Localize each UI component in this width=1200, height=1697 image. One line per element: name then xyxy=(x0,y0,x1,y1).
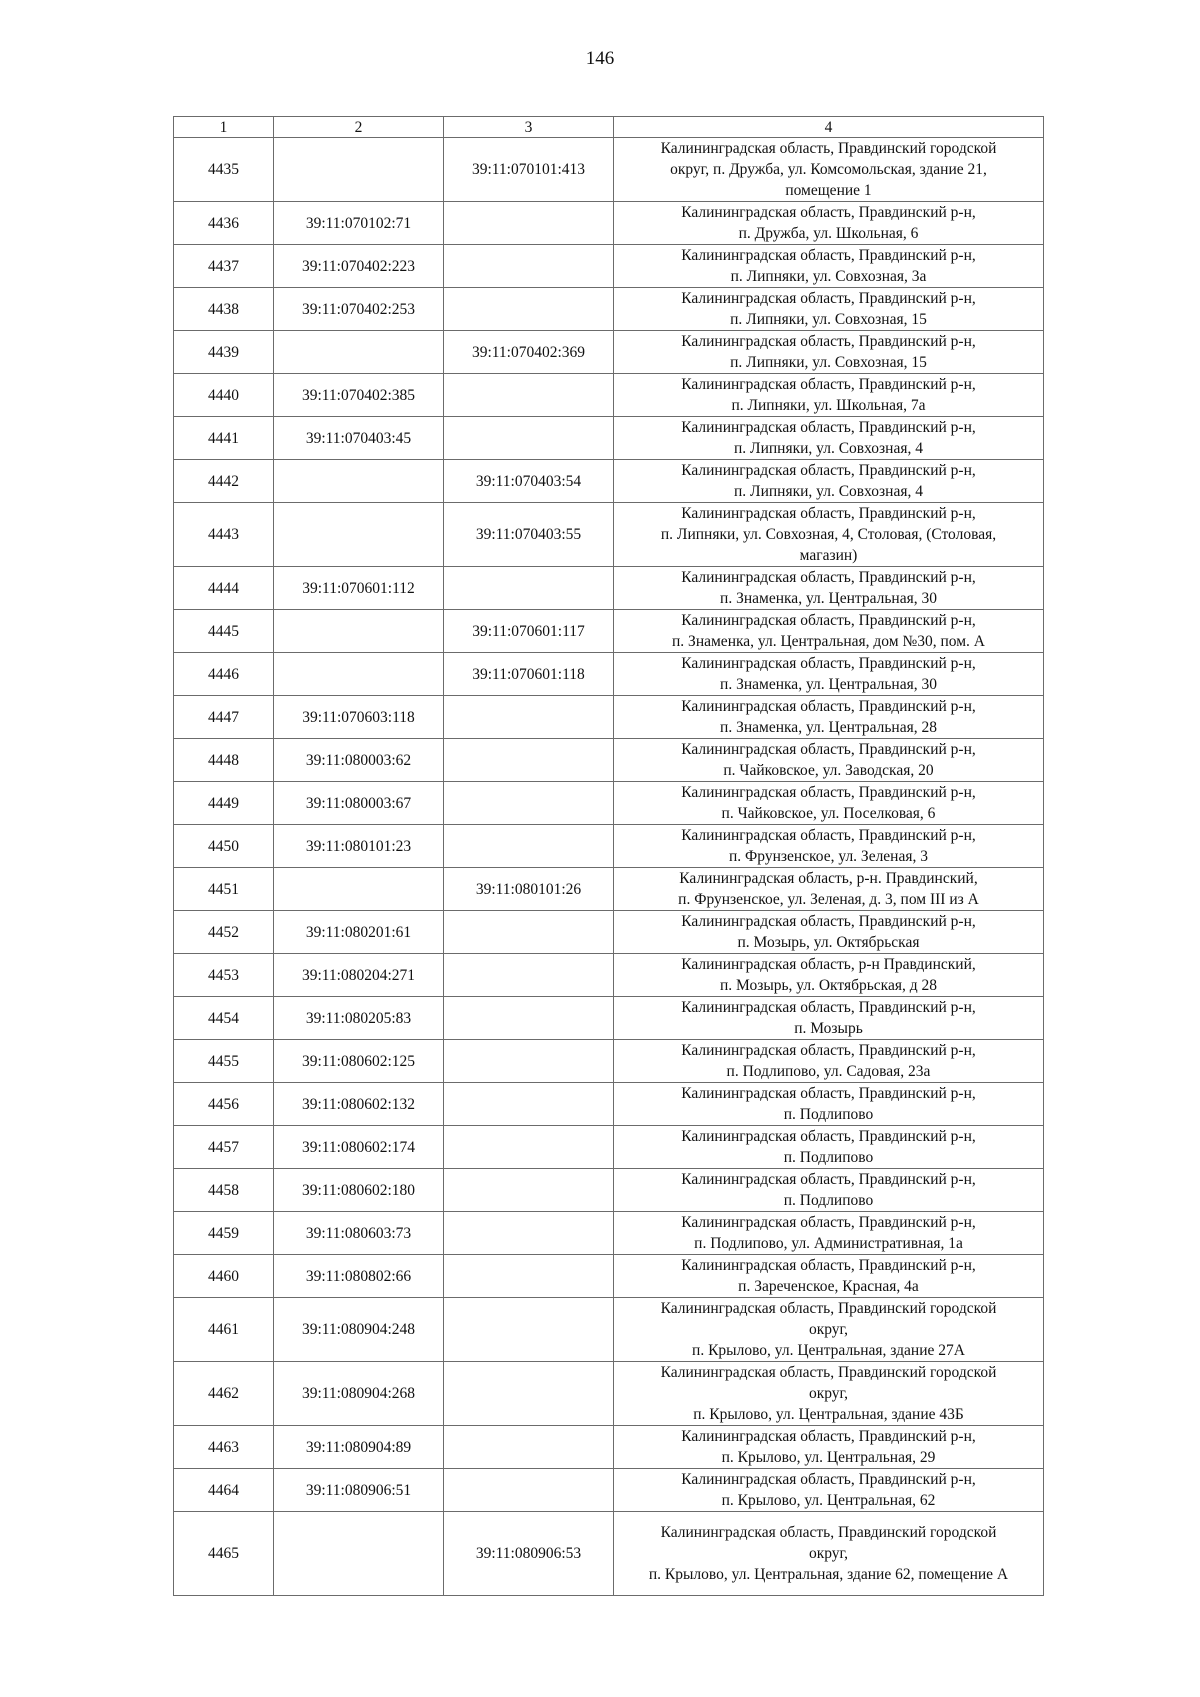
address-line: п. Крылово, ул. Центральная, здание 27А xyxy=(692,1342,965,1359)
table-row xyxy=(174,1083,1044,1126)
address-line: округ, xyxy=(808,1545,849,1562)
cadastral-number-col2: 39:11:080602:125 xyxy=(274,1040,444,1083)
cadastral-number-col3: 39:11:070403:54 xyxy=(444,460,614,503)
address-line: округ, xyxy=(808,1385,849,1402)
address-cell xyxy=(614,696,1044,739)
cadastral-number-col3 xyxy=(444,1298,614,1362)
table-row xyxy=(174,202,1044,245)
address-cell xyxy=(614,417,1044,460)
address-line: Калининградская область, Правдинский р-н, xyxy=(681,741,976,758)
row-number: 4465 xyxy=(174,1512,274,1596)
cadastral-number-col3 xyxy=(444,1426,614,1469)
address-line: п. Крылово, ул. Центральная, 62 xyxy=(721,1492,936,1509)
row-number: 4457 xyxy=(174,1126,274,1169)
address-cell xyxy=(614,1512,1044,1596)
address-line: Калининградская область, Правдинский р-н, xyxy=(681,698,976,715)
address-line: Калининградская область, Правдинский р-н, xyxy=(681,376,976,393)
table-row xyxy=(174,245,1044,288)
cadastral-number-col3 xyxy=(444,696,614,739)
cadastral-number-col2: 39:11:080101:23 xyxy=(274,825,444,868)
row-number: 4443 xyxy=(174,503,274,567)
address-cell xyxy=(614,868,1044,911)
row-number: 4450 xyxy=(174,825,274,868)
cadastral-number-col3 xyxy=(444,954,614,997)
table-row xyxy=(174,954,1044,997)
address-line: п. Крылово, ул. Центральная, здание 43Б xyxy=(693,1406,964,1423)
address-cell xyxy=(614,782,1044,825)
address-cell xyxy=(614,911,1044,954)
address-line: округ, xyxy=(808,1321,849,1338)
column-header-1: 1 xyxy=(174,117,274,138)
address-line: Калининградская область, Правдинский р-н, xyxy=(681,1128,976,1145)
address-line: п. Подлипово xyxy=(783,1106,874,1123)
address-line: п. Подлипово, ул. Садовая, 23а xyxy=(726,1063,931,1080)
table-row xyxy=(174,1126,1044,1169)
address-cell xyxy=(614,1126,1044,1169)
cadastral-number-col3 xyxy=(444,1040,614,1083)
address-line: Калининградская область, Правдинский р-н, xyxy=(681,913,976,930)
cadastral-number-col3 xyxy=(444,1126,614,1169)
cadastral-number-col2: 39:11:080904:248 xyxy=(274,1298,444,1362)
cadastral-number-col2: 39:11:080802:66 xyxy=(274,1255,444,1298)
cadastral-number-col2 xyxy=(274,653,444,696)
address-line: п. Липняки, ул. Совхозная, 4 xyxy=(734,483,923,500)
cadastral-number-col2 xyxy=(274,331,444,374)
table-body xyxy=(174,138,1044,1596)
cadastral-number-col3 xyxy=(444,245,614,288)
cadastral-number-col2: 39:11:080602:174 xyxy=(274,1126,444,1169)
address-line: магазин) xyxy=(799,547,858,564)
address-line: Калининградская область, Правдинский р-н, xyxy=(681,505,976,522)
address-line: Калининградская область, р-н Правдинский, xyxy=(681,956,976,973)
table-row xyxy=(174,997,1044,1040)
cadastral-number-col3 xyxy=(444,288,614,331)
address-cell xyxy=(614,567,1044,610)
cadastral-number-col2: 39:11:070402:385 xyxy=(274,374,444,417)
table-row xyxy=(174,825,1044,868)
address-cell xyxy=(614,1083,1044,1126)
cadastral-number-col2 xyxy=(274,610,444,653)
cadastral-number-col3: 39:11:080101:26 xyxy=(444,868,614,911)
address-cell xyxy=(614,954,1044,997)
address-line: Калининградская область, Правдинский р-н, xyxy=(681,290,976,307)
table-row xyxy=(174,696,1044,739)
cadastral-number-col2 xyxy=(274,503,444,567)
address-line: п. Крылово, ул. Центральная, здание 62, помещение А xyxy=(648,1566,1009,1583)
row-number: 4452 xyxy=(174,911,274,954)
address-line: п. Дружба, ул. Школьная, 6 xyxy=(738,225,919,242)
table-row xyxy=(174,739,1044,782)
row-number: 4456 xyxy=(174,1083,274,1126)
table-row xyxy=(174,138,1044,202)
cadastral-number-col2: 39:11:080003:62 xyxy=(274,739,444,782)
row-number: 4435 xyxy=(174,138,274,202)
address-cell xyxy=(614,1255,1044,1298)
address-line: Калининградская область, Правдинский р-н, xyxy=(681,1428,976,1445)
table-row xyxy=(174,1040,1044,1083)
cadastral-number-col3: 39:11:070402:369 xyxy=(444,331,614,374)
address-line: Калининградская область, р-н. Правдинский, xyxy=(679,870,978,887)
address-line: п. Мозырь xyxy=(794,1020,863,1037)
address-cell xyxy=(614,374,1044,417)
table-row xyxy=(174,567,1044,610)
row-number: 4440 xyxy=(174,374,274,417)
row-number: 4439 xyxy=(174,331,274,374)
address-line: п. Подлипово xyxy=(783,1149,874,1166)
address-cell xyxy=(614,503,1044,567)
address-line: п. Знаменка, ул. Центральная, 30 xyxy=(720,676,937,693)
address-line: Калининградская область, Правдинский р-н, xyxy=(681,1042,976,1059)
address-cell xyxy=(614,653,1044,696)
address-line: п. Фрунзенское, ул. Зеленая, д. 3, пом III из А xyxy=(678,891,979,908)
column-header-2: 2 xyxy=(274,117,444,138)
row-number: 4446 xyxy=(174,653,274,696)
address-cell xyxy=(614,1469,1044,1512)
address-line: округ, п. Дружба, ул. Комсомольская, здание 21, xyxy=(670,161,987,178)
cadastral-number-col2: 39:11:080205:83 xyxy=(274,997,444,1040)
page-number: 146 xyxy=(585,48,615,69)
address-cell xyxy=(614,202,1044,245)
cadastral-number-col2: 39:11:070601:112 xyxy=(274,567,444,610)
cadastral-number-col2: 39:11:080602:132 xyxy=(274,1083,444,1126)
address-line: п. Липняки, ул. Совхозная, 15 xyxy=(730,311,927,328)
address-line: п. Мозырь, ул. Октябрьская xyxy=(737,934,920,951)
table-row xyxy=(174,868,1044,911)
address-line: п. Крылово, ул. Центральная, 29 xyxy=(721,1449,936,1466)
address-line: Калининградская область, Правдинский городской xyxy=(660,1364,997,1381)
address-line: Калининградская область, Правдинский р-н, xyxy=(681,1257,976,1274)
table-row xyxy=(174,417,1044,460)
cadastral-number-col3: 39:11:070403:55 xyxy=(444,503,614,567)
address-line: п. Чайковское, ул. Заводская, 20 xyxy=(723,762,934,779)
address-line: п. Липняки, ул. Совхозная, 15 xyxy=(730,354,927,371)
address-line: п. Липняки, ул. Совхозная, 4 xyxy=(734,440,923,457)
row-number: 4445 xyxy=(174,610,274,653)
cadastral-number-col3 xyxy=(444,1469,614,1512)
cadastral-number-col3: 39:11:070601:117 xyxy=(444,610,614,653)
table-row xyxy=(174,1362,1044,1426)
address-line: Калининградская область, Правдинский р-н, xyxy=(681,1085,976,1102)
cadastral-number-col3 xyxy=(444,739,614,782)
table-row xyxy=(174,503,1044,567)
cadastral-number-col2 xyxy=(274,460,444,503)
address-cell xyxy=(614,1362,1044,1426)
row-number: 4464 xyxy=(174,1469,274,1512)
row-number: 4455 xyxy=(174,1040,274,1083)
registry-table xyxy=(173,116,1044,1596)
row-number: 4448 xyxy=(174,739,274,782)
cadastral-number-col3 xyxy=(444,374,614,417)
address-line: Калининградская область, Правдинский р-н, xyxy=(681,655,976,672)
table-row xyxy=(174,782,1044,825)
cadastral-number-col3 xyxy=(444,782,614,825)
address-line: Калининградская область, Правдинский р-н, xyxy=(681,1171,976,1188)
address-line: п. Подлипово xyxy=(783,1192,874,1209)
cadastral-number-col2: 39:11:080602:180 xyxy=(274,1169,444,1212)
cadastral-number-col3 xyxy=(444,997,614,1040)
cadastral-number-col2: 39:11:080904:89 xyxy=(274,1426,444,1469)
row-number: 4449 xyxy=(174,782,274,825)
address-line: п. Липняки, ул. Совхозная, 3а xyxy=(730,268,927,285)
cadastral-number-col3 xyxy=(444,1362,614,1426)
table-row xyxy=(174,653,1044,696)
address-cell xyxy=(614,739,1044,782)
row-number: 4453 xyxy=(174,954,274,997)
address-line: п. Липняки, ул. Школьная, 7а xyxy=(731,397,926,414)
cadastral-number-col2: 39:11:080906:51 xyxy=(274,1469,444,1512)
row-number: 4461 xyxy=(174,1298,274,1362)
address-line: Калининградская область, Правдинский р-н, xyxy=(681,569,976,586)
row-number: 4447 xyxy=(174,696,274,739)
cadastral-number-col2 xyxy=(274,1512,444,1596)
address-cell xyxy=(614,1040,1044,1083)
cadastral-number-col3 xyxy=(444,1083,614,1126)
address-cell xyxy=(614,1298,1044,1362)
cadastral-number-col3 xyxy=(444,202,614,245)
address-cell xyxy=(614,245,1044,288)
cadastral-number-col3 xyxy=(444,1212,614,1255)
table-row xyxy=(174,374,1044,417)
address-line: Калининградская область, Правдинский городской xyxy=(660,140,997,157)
table-row xyxy=(174,1512,1044,1596)
address-cell xyxy=(614,1169,1044,1212)
address-line: Калининградская область, Правдинский р-н, xyxy=(681,419,976,436)
cadastral-number-col2 xyxy=(274,138,444,202)
row-number: 4441 xyxy=(174,417,274,460)
row-number: 4451 xyxy=(174,868,274,911)
row-number: 4462 xyxy=(174,1362,274,1426)
table-row xyxy=(174,610,1044,653)
cadastral-number-col3 xyxy=(444,1169,614,1212)
address-line: Калининградская область, Правдинский р-н, xyxy=(681,1214,976,1231)
row-number: 4460 xyxy=(174,1255,274,1298)
address-line: Калининградская область, Правдинский р-н, xyxy=(681,784,976,801)
column-header-3: 3 xyxy=(444,117,614,138)
cadastral-number-col2: 39:11:080603:73 xyxy=(274,1212,444,1255)
cadastral-number-col2: 39:11:080003:67 xyxy=(274,782,444,825)
address-line: Калининградская область, Правдинский р-н, xyxy=(681,827,976,844)
cadastral-number-col3 xyxy=(444,911,614,954)
cadastral-number-col2: 39:11:070402:223 xyxy=(274,245,444,288)
row-number: 4444 xyxy=(174,567,274,610)
row-number: 4438 xyxy=(174,288,274,331)
table-row xyxy=(174,1255,1044,1298)
address-line: п. Знаменка, ул. Центральная, дом №30, пом. А xyxy=(672,633,985,650)
cadastral-number-col3 xyxy=(444,1255,614,1298)
address-line: Калининградская область, Правдинский р-н, xyxy=(681,999,976,1016)
row-number: 4442 xyxy=(174,460,274,503)
address-line: Калининградская область, Правдинский р-н, xyxy=(681,612,976,629)
cadastral-number-col2 xyxy=(274,868,444,911)
address-line: помещение 1 xyxy=(785,182,872,199)
address-cell xyxy=(614,460,1044,503)
address-line: п. Знаменка, ул. Центральная, 30 xyxy=(720,590,937,607)
row-number: 4437 xyxy=(174,245,274,288)
address-line: Калининградская область, Правдинский р-н, xyxy=(681,333,976,350)
address-cell xyxy=(614,138,1044,202)
address-line: п. Знаменка, ул. Центральная, 28 xyxy=(720,719,937,736)
row-number: 4458 xyxy=(174,1169,274,1212)
address-cell xyxy=(614,1212,1044,1255)
table-row xyxy=(174,1212,1044,1255)
cadastral-number-col3 xyxy=(444,825,614,868)
cadastral-number-col2: 39:11:070403:45 xyxy=(274,417,444,460)
cadastral-number-col2: 39:11:080204:271 xyxy=(274,954,444,997)
table-row xyxy=(174,1469,1044,1512)
column-header-4: 4 xyxy=(614,117,1044,138)
table-row xyxy=(174,911,1044,954)
address-cell xyxy=(614,331,1044,374)
address-line: Калининградская область, Правдинский городской xyxy=(660,1524,997,1541)
address-cell xyxy=(614,997,1044,1040)
cadastral-number-col3: 39:11:070601:118 xyxy=(444,653,614,696)
address-line: п. Фрунзенское, ул. Зеленая, 3 xyxy=(729,848,928,865)
cadastral-number-col3 xyxy=(444,567,614,610)
address-line: Калининградская область, Правдинский р-н, xyxy=(681,247,976,264)
address-line: п. Липняки, ул. Совхозная, 4, Столовая, (Столовая, xyxy=(660,526,997,543)
address-line: п. Подлипово, ул. Административная, 1а xyxy=(694,1235,963,1252)
address-line: Калининградская область, Правдинский р-н, xyxy=(681,204,976,221)
address-cell xyxy=(614,610,1044,653)
cadastral-number-col2: 39:11:080904:268 xyxy=(274,1362,444,1426)
cadastral-number-col3: 39:11:080906:53 xyxy=(444,1512,614,1596)
row-number: 4463 xyxy=(174,1426,274,1469)
address-line: Калининградская область, Правдинский городской xyxy=(660,1300,997,1317)
row-number: 4436 xyxy=(174,202,274,245)
address-cell xyxy=(614,825,1044,868)
address-line: Калининградская область, Правдинский р-н, xyxy=(681,462,976,479)
cadastral-number-col2: 39:11:070402:253 xyxy=(274,288,444,331)
address-cell xyxy=(614,1426,1044,1469)
table-row xyxy=(174,1298,1044,1362)
table-row xyxy=(174,331,1044,374)
row-number: 4459 xyxy=(174,1212,274,1255)
cadastral-number-col3 xyxy=(444,417,614,460)
address-line: п. Мозырь, ул. Октябрьская, д 28 xyxy=(720,977,937,994)
address-line: п. Зареченское, Красная, 4а xyxy=(738,1278,919,1295)
cadastral-number-col2: 39:11:070102:71 xyxy=(274,202,444,245)
address-line: п. Чайковское, ул. Поселковая, 6 xyxy=(721,805,936,822)
cadastral-number-col3: 39:11:070101:413 xyxy=(444,138,614,202)
address-cell xyxy=(614,288,1044,331)
cadastral-number-col2: 39:11:080201:61 xyxy=(274,911,444,954)
header-row xyxy=(174,117,1044,138)
table-row xyxy=(174,1426,1044,1469)
table-row xyxy=(174,1169,1044,1212)
address-line: Калининградская область, Правдинский р-н, xyxy=(681,1471,976,1488)
table-row xyxy=(174,460,1044,503)
table-row xyxy=(174,288,1044,331)
cadastral-number-col2: 39:11:070603:118 xyxy=(274,696,444,739)
row-number: 4454 xyxy=(174,997,274,1040)
